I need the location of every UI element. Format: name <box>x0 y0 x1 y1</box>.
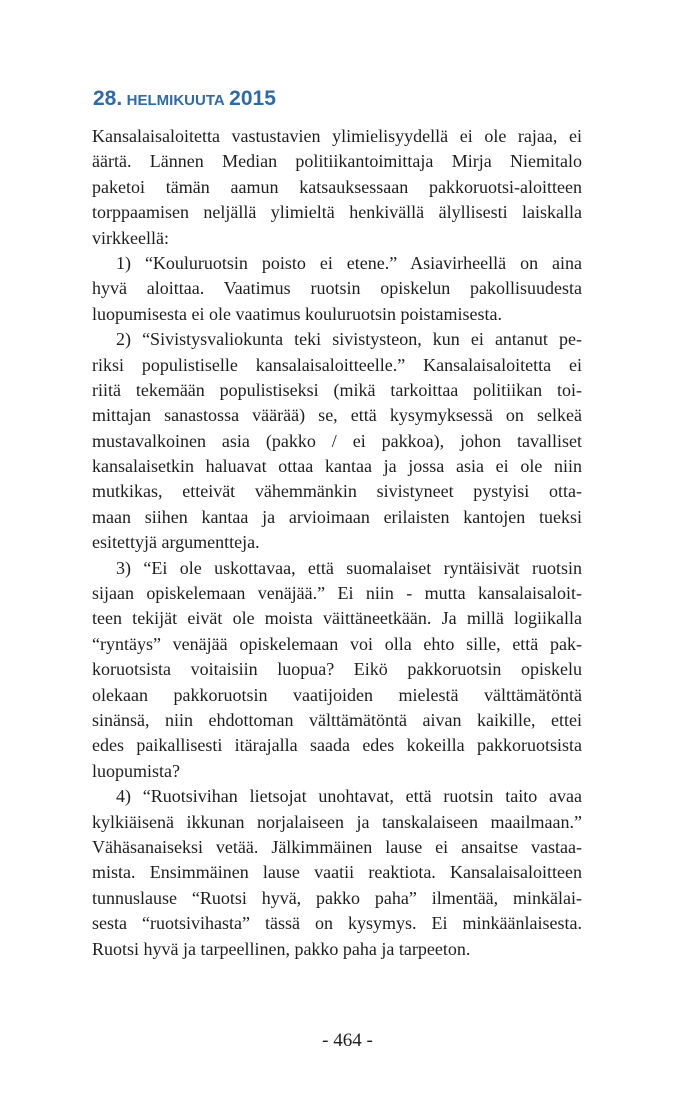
text-line: luopumisesta ei ole vaatimus kouluruotsin poistamisesta. <box>92 303 502 324</box>
text-line: kylkiäisenä ikkunan norjalaiseen ja tanskalaiseen maailmaan.” <box>92 811 582 832</box>
date-month: HELMIKUUTA <box>126 92 225 109</box>
text-line: edes paikallisesti itärajalla saada edes kokeilla pakkoruotsista <box>92 735 582 756</box>
text-line: kansalaisetkin haluavat ottaa kantaa ja jossa asia ei ole niin <box>92 456 582 477</box>
paragraph <box>92 124 582 251</box>
paragraph <box>92 556 582 785</box>
text-line: virkkeellä: <box>92 227 169 248</box>
text-line: paketoi tämän aamun katsauksessaan pakkoruotsi-aloitteen <box>92 176 582 197</box>
text-line: mista. Ensimmäinen lause vaatii reaktiota. Kansalaisaloitteen <box>92 862 582 883</box>
text-line: mustavalkoinen asia (pakko / ei pakkoa), johon tavalliset <box>92 430 582 451</box>
text-line: 2) “Sivistysvaliokunta teki sivistysteon, kun ei antanut pe- <box>116 329 582 350</box>
text-line: sinänsä, niin ehdottoman välttämätöntä aivan kaikille, ettei <box>92 709 582 730</box>
date-year: 2015 <box>229 87 276 110</box>
text-line: sijaan opiskelemaan venäjää.” Ei niin - mutta kansalaisaloit- <box>92 583 582 604</box>
text-line: Ruotsi hyvä ja tarpeellinen, pakko paha ja tarpeeton. <box>92 938 471 959</box>
text-line: “ryntäys” venäjää opiskelemaan voi olla ehto sille, että pak- <box>92 633 582 654</box>
text-line: torppaamisen neljällä ylimieltä henkivällä älyllisesti laiskalla <box>92 202 582 223</box>
paragraph <box>92 327 582 556</box>
text-line: olekaan pakkoruotsin vaatijoiden mielestä välttämätöntä <box>92 684 582 705</box>
text-line: 1) “Kouluruotsin poisto ei etene.” Asiavirheellä on aina <box>116 252 582 273</box>
text-line: Kansalaisaloitetta vastustavien ylimielisyydellä ei ole rajaa, ei <box>92 126 582 146</box>
page-number: - 464 - <box>322 1030 373 1051</box>
text-line: esitettyjä argumentteja. <box>92 532 260 553</box>
paragraph <box>92 784 582 962</box>
date-day: 28. <box>93 87 123 110</box>
text-line: teen tekijät eivät ole moista väittäneetkään. Ja millä logiikalla <box>92 608 582 629</box>
text-line: sesta “ruotsivihasta” tässä on kysymys. Ei minkäänlaisesta. <box>92 913 582 934</box>
text-line: riksi populistiselle kansalaisaloitteelle.” Kansalaisaloitetta ei <box>92 354 582 375</box>
text-line: luopumista? <box>92 760 180 781</box>
date-heading <box>93 88 276 109</box>
text-line: 4) “Ruotsivihan lietsojat unohtavat, että ruotsin taito avaa <box>116 786 582 807</box>
paragraph <box>92 251 582 327</box>
text-line: Vähäsanaiseksi vetää. Jälkimmäinen lause ei ansaitse vastaa- <box>92 836 582 857</box>
text-line: riitä tekemään populistiseksi (mikä tarkoittaa politiikan toi- <box>92 379 582 400</box>
text-line: äärtä. Lännen Median politiikantoimittaja Mirja Niemitalo <box>92 151 582 172</box>
text-line: maan siihen kantaa ja arvioimaan erilaisten kantojen tueksi <box>92 506 582 527</box>
text-line: tunnuslause “Ruotsi hyvä, pakko paha” ilmentää, minkälai- <box>92 887 582 908</box>
text-line: mittajan sanastossa väärää) se, että kysymyksessä on selkeä <box>92 405 582 426</box>
text-line: 3) “Ei ole uskottavaa, että suomalaiset ryntäisivät ruotsin <box>116 557 582 578</box>
text-line: hyvä aloittaa. Vaatimus ruotsin opiskelun pakollisuudesta <box>92 278 582 299</box>
text-line: koruotsista voitaisiin luopua? Eikö pakkoruotsin opiskelu <box>92 659 582 680</box>
text-line: mutkikas, etteivät vähemmänkin sivistyneet pystyisi otta- <box>92 481 582 502</box>
body-text <box>92 124 582 962</box>
